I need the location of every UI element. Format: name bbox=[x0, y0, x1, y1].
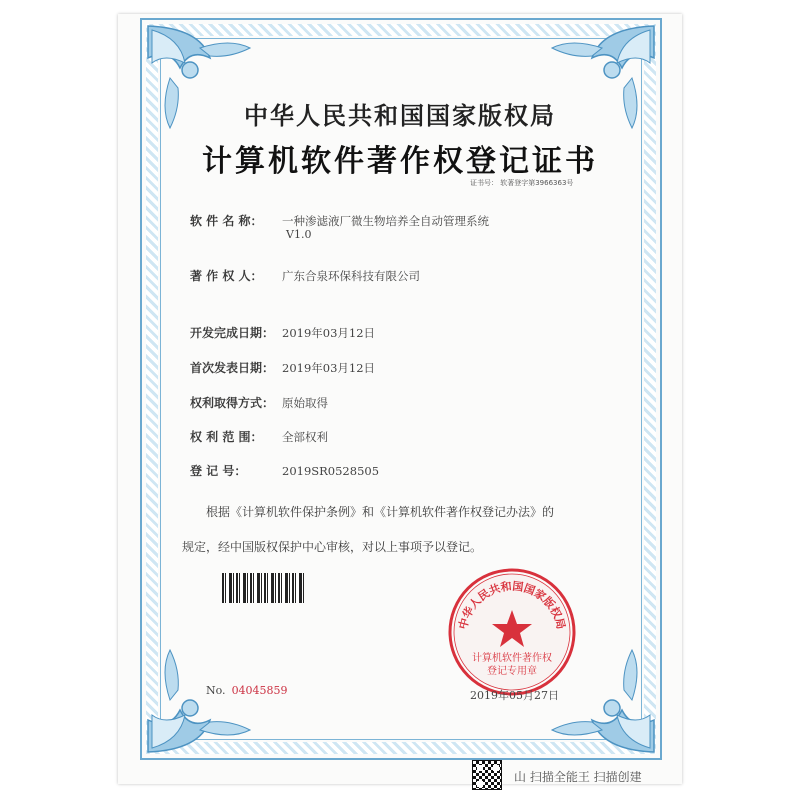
body-text-line-1: 根据《计算机软件保护条例》和《计算机软件著作权登记办法》的 bbox=[206, 505, 555, 519]
field-label: 权利取得方式： bbox=[190, 396, 275, 410]
field-value: 2019年03月12日 bbox=[282, 361, 376, 375]
certificate-title: 计算机软件著作权登记证书 bbox=[202, 144, 598, 179]
field-value: 全部权利 bbox=[282, 430, 328, 444]
field-label: 软 件 名 称： bbox=[190, 214, 263, 228]
seal-text-line-2: 登记专用章 bbox=[487, 666, 537, 677]
seal-arc-text: 中华人民共和国国家版权局 bbox=[456, 579, 568, 631]
body-text-line-2: 规定，经中国版权保护中心审核，对以上事项予以登记。 bbox=[182, 540, 483, 554]
field-copyright-owner bbox=[190, 267, 420, 284]
serial-value: 04045859 bbox=[231, 684, 288, 697]
field-value: 原始取得 bbox=[282, 396, 328, 410]
field-label: 开发完成日期： bbox=[190, 326, 275, 340]
corner-ornament-bottom-left bbox=[140, 640, 260, 760]
field-rights-scope bbox=[190, 428, 328, 445]
field-value: 广东合泉环保科技有限公司 bbox=[282, 269, 420, 283]
watermark-text: 山 扫描全能王 扫描创建 bbox=[514, 770, 642, 784]
serial-label: No. bbox=[206, 684, 226, 697]
field-value: 2019年03月12日 bbox=[282, 326, 376, 340]
issuer-heading: 中华人民共和国国家版权局 bbox=[244, 102, 556, 130]
field-completion-date bbox=[190, 324, 375, 341]
field-value: 一种渗滤液厂微生物培养全自动管理系统 bbox=[282, 214, 489, 228]
field-registration-number bbox=[190, 462, 379, 479]
field-value: 2019SR0528505 bbox=[282, 464, 380, 478]
issue-date: 2019年05月27日 bbox=[470, 689, 559, 702]
field-label: 权 利 范 围： bbox=[190, 430, 263, 444]
field-value-version: V1.0 bbox=[286, 228, 312, 241]
official-seal bbox=[446, 566, 578, 698]
field-label: 登 记 号： bbox=[190, 464, 247, 478]
field-software-name bbox=[190, 212, 489, 241]
field-label: 著 作 权 人： bbox=[190, 269, 263, 283]
field-acquisition-method bbox=[190, 394, 328, 411]
field-label: 首次发表日期： bbox=[190, 361, 275, 375]
field-publication-date bbox=[190, 359, 375, 376]
qr-code-icon bbox=[472, 760, 502, 790]
certificate-number: 证书号： 软著登字第3966363号 bbox=[470, 179, 574, 187]
serial-number bbox=[206, 684, 288, 697]
seal-text-line-1: 计算机软件著作权 bbox=[472, 653, 552, 664]
barcode bbox=[222, 573, 304, 603]
